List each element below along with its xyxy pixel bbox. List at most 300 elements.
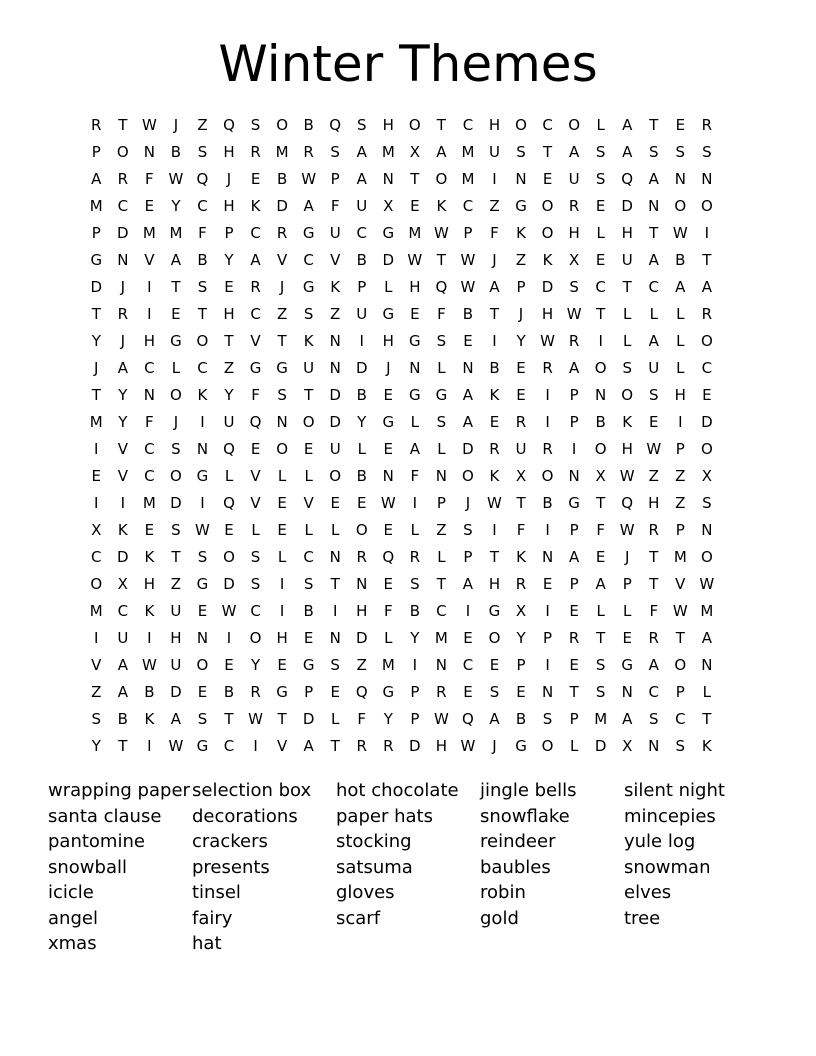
grid-letter: J bbox=[492, 736, 497, 755]
grid-letter: L bbox=[251, 520, 260, 539]
grid-letter: Y bbox=[410, 628, 420, 647]
grid-letter: U bbox=[329, 439, 341, 458]
grid-letter: V bbox=[276, 736, 288, 755]
grid-letter: L bbox=[623, 601, 632, 620]
grid-letter: W bbox=[141, 655, 157, 674]
grid-letter: M bbox=[673, 547, 687, 566]
grid-letter: P bbox=[675, 520, 685, 539]
grid-letter: B bbox=[356, 250, 367, 269]
grid-letter: E bbox=[489, 655, 500, 674]
grid-letter: X bbox=[568, 250, 580, 269]
grid-letter: F bbox=[330, 196, 340, 215]
grid-letter: R bbox=[515, 574, 527, 593]
grid-letter: A bbox=[595, 574, 606, 593]
grid-letter: D bbox=[90, 277, 103, 296]
grid-letter: Q bbox=[382, 547, 395, 566]
grid-letter: J bbox=[173, 412, 179, 431]
grid-letter: S bbox=[516, 142, 526, 161]
grid-letter: M bbox=[381, 655, 395, 674]
grid-letter: P bbox=[410, 682, 420, 701]
grid-letter: A bbox=[622, 142, 633, 161]
grid-letter: C bbox=[250, 601, 261, 620]
grid-letter: V bbox=[117, 466, 128, 485]
grid-letter: G bbox=[196, 574, 209, 593]
grid-letter: N bbox=[541, 547, 554, 566]
grid-letter: D bbox=[409, 736, 421, 755]
grid-letter: G bbox=[409, 331, 421, 350]
grid-letter: X bbox=[515, 601, 527, 620]
grid-letter: M bbox=[594, 709, 608, 728]
grid-letter: P bbox=[410, 709, 420, 728]
grid-letter: Q bbox=[249, 412, 262, 431]
grid-letter: P bbox=[357, 277, 367, 296]
grid-letter: S bbox=[91, 709, 102, 728]
word-list-item: pantomine bbox=[48, 831, 145, 852]
grid-letter: I bbox=[492, 520, 497, 539]
grid-letter: U bbox=[303, 358, 315, 377]
grid-letter: A bbox=[462, 412, 474, 431]
grid-letter: N bbox=[701, 655, 713, 674]
grid-letter: E bbox=[197, 682, 208, 701]
grid-letter: B bbox=[303, 601, 314, 620]
grid-letter: A bbox=[117, 682, 128, 701]
grid-letter: R bbox=[117, 169, 129, 188]
grid-letter: S bbox=[595, 142, 606, 161]
grid-letter: E bbox=[516, 358, 526, 377]
grid-letter: Y bbox=[224, 385, 234, 404]
grid-letter: G bbox=[302, 655, 315, 674]
grid-letter: O bbox=[594, 439, 607, 458]
word-list-item: hat bbox=[192, 933, 222, 954]
grid-letter: D bbox=[382, 250, 395, 269]
grid-letter: H bbox=[223, 142, 235, 161]
grid-letter: R bbox=[436, 682, 447, 701]
word-list-item: silent night bbox=[624, 780, 725, 801]
grid-letter: T bbox=[489, 304, 500, 323]
grid-letter: Y bbox=[118, 412, 128, 431]
word-list bbox=[48, 778, 768, 957]
grid-letter: S bbox=[171, 520, 181, 539]
grid-letter: N bbox=[356, 574, 368, 593]
grid-letter: K bbox=[117, 520, 128, 539]
grid-letter: X bbox=[622, 736, 633, 755]
grid-letter: O bbox=[541, 223, 554, 242]
grid-letter: W bbox=[168, 169, 184, 188]
grid-letter: C bbox=[648, 277, 659, 296]
grid-letter: E bbox=[144, 520, 155, 539]
grid-letter: J bbox=[386, 358, 391, 377]
grid-letter: U bbox=[515, 439, 527, 458]
grid-letter: I bbox=[147, 628, 152, 647]
grid-letter: H bbox=[648, 493, 660, 512]
grid-letter: Z bbox=[675, 466, 686, 485]
grid-letter: H bbox=[276, 628, 288, 647]
grid-letter: C bbox=[144, 466, 155, 485]
grid-letter: A bbox=[489, 277, 500, 296]
grid-letter: G bbox=[276, 358, 288, 377]
grid-letter: I bbox=[94, 628, 99, 647]
grid-letter: K bbox=[250, 196, 261, 215]
grid-letter: B bbox=[595, 412, 606, 431]
grid-letter: D bbox=[329, 412, 341, 431]
word-list-item: jingle bells bbox=[480, 780, 577, 801]
grid-letter: Y bbox=[516, 331, 526, 350]
grid-letter: S bbox=[197, 709, 208, 728]
grid-letter: Z bbox=[223, 358, 235, 377]
grid-letter: E bbox=[463, 682, 473, 701]
grid-letter: O bbox=[408, 115, 421, 134]
grid-letter: B bbox=[356, 466, 367, 485]
grid-letter: G bbox=[515, 736, 527, 755]
grid-letter: C bbox=[675, 709, 686, 728]
grid-letter: X bbox=[117, 574, 128, 593]
grid-letter: A bbox=[409, 439, 420, 458]
grid-letter: L bbox=[331, 709, 340, 728]
grid-letter: T bbox=[410, 169, 420, 188]
grid-letter: G bbox=[409, 385, 421, 404]
grid-letter: K bbox=[542, 250, 553, 269]
grid-letter: W bbox=[195, 520, 210, 539]
grid-letter: T bbox=[702, 709, 712, 728]
grid-letter: T bbox=[277, 331, 287, 350]
grid-letter: N bbox=[462, 358, 474, 377]
grid-letter: V bbox=[117, 439, 128, 458]
grid-letter: Z bbox=[436, 520, 447, 539]
grid-letter: K bbox=[303, 331, 314, 350]
word-list-item: snowman bbox=[624, 856, 711, 878]
grid-letter: W bbox=[619, 520, 635, 539]
grid-letter: C bbox=[462, 115, 474, 134]
grid-letter: N bbox=[595, 385, 607, 404]
word-list-item: icicle bbox=[48, 882, 94, 903]
grid-letter: M bbox=[381, 142, 395, 161]
grid-letter: E bbox=[542, 169, 553, 188]
grid-letter: G bbox=[515, 196, 527, 215]
word-list-item: scarf bbox=[336, 907, 381, 929]
grid-letter: H bbox=[223, 196, 235, 215]
word-list-item: angel bbox=[48, 907, 98, 929]
grid-letter: L bbox=[384, 628, 393, 647]
grid-letter: A bbox=[701, 277, 712, 296]
grid-letter: G bbox=[382, 412, 395, 431]
grid-letter: F bbox=[410, 466, 420, 485]
grid-letter: G bbox=[621, 655, 634, 674]
grid-letter: M bbox=[142, 493, 156, 512]
grid-letter: G bbox=[90, 250, 103, 269]
grid-letter: L bbox=[676, 331, 685, 350]
grid-letter: Y bbox=[91, 331, 101, 350]
grid-letter: C bbox=[648, 682, 659, 701]
grid-letter: H bbox=[356, 601, 368, 620]
grid-letter: V bbox=[144, 250, 155, 269]
grid-letter: B bbox=[409, 601, 420, 620]
grid-letter: X bbox=[383, 196, 394, 215]
grid-letter: V bbox=[330, 250, 341, 269]
grid-letter: E bbox=[224, 655, 234, 674]
word-list-item: baubles bbox=[480, 856, 551, 878]
grid-letter: H bbox=[382, 331, 394, 350]
grid-letter: N bbox=[435, 655, 447, 674]
grid-letter: R bbox=[568, 628, 580, 647]
grid-letter: O bbox=[674, 655, 687, 674]
grid-letter: O bbox=[621, 385, 634, 404]
grid-letter: M bbox=[275, 142, 289, 161]
grid-letter: J bbox=[120, 331, 126, 350]
grid-letter: S bbox=[622, 358, 632, 377]
word-list-item: xmas bbox=[48, 933, 97, 954]
grid-letter: K bbox=[489, 466, 500, 485]
grid-letter: S bbox=[436, 412, 447, 431]
grid-letter: O bbox=[541, 736, 554, 755]
grid-letter: H bbox=[143, 331, 155, 350]
grid-letter: N bbox=[409, 358, 421, 377]
grid-letter: I bbox=[545, 655, 550, 674]
grid-letter: Z bbox=[276, 304, 288, 323]
grid-letter: P bbox=[675, 682, 685, 701]
grid-letter: A bbox=[568, 358, 580, 377]
grid-letter: Y bbox=[383, 709, 393, 728]
grid-letter: I bbox=[545, 412, 550, 431]
grid-letter: T bbox=[596, 304, 606, 323]
grid-letter: V bbox=[675, 574, 686, 593]
grid-letter: Q bbox=[196, 169, 209, 188]
grid-letter: P bbox=[516, 655, 526, 674]
grid-letter: N bbox=[276, 412, 288, 431]
grid-letter: Q bbox=[223, 115, 235, 134]
grid-letter: E bbox=[595, 547, 606, 566]
grid-letter: T bbox=[436, 574, 446, 593]
grid-letter: M bbox=[408, 223, 422, 242]
grid-letter: A bbox=[91, 169, 102, 188]
grid-letter: H bbox=[621, 439, 633, 458]
grid-letter: D bbox=[701, 412, 713, 431]
grid-letter: C bbox=[144, 358, 155, 377]
grid-letter: P bbox=[91, 223, 101, 242]
grid-letter: N bbox=[329, 628, 341, 647]
grid-letter: O bbox=[302, 412, 315, 431]
grid-letter: T bbox=[197, 304, 208, 323]
grid-letter: X bbox=[515, 466, 527, 485]
grid-letter: P bbox=[569, 412, 579, 431]
grid-letter: X bbox=[701, 466, 712, 485]
grid-letter: I bbox=[200, 412, 205, 431]
grid-letter: O bbox=[462, 466, 474, 485]
grid-letter: S bbox=[648, 142, 659, 161]
grid-letter: Z bbox=[515, 250, 527, 269]
grid-letter: D bbox=[329, 385, 341, 404]
grid-letter: O bbox=[700, 196, 713, 215]
grid-letter: Y bbox=[250, 655, 261, 674]
grid-letter: E bbox=[224, 277, 234, 296]
grid-letter: E bbox=[463, 628, 473, 647]
grid-letter: K bbox=[436, 196, 447, 215]
grid-letter: S bbox=[648, 385, 659, 404]
grid-letter: S bbox=[595, 655, 606, 674]
grid-letter: F bbox=[251, 385, 260, 404]
grid-letter: E bbox=[489, 412, 500, 431]
grid-letter: W bbox=[672, 223, 688, 242]
grid-letter: Z bbox=[197, 115, 208, 134]
grid-letter: S bbox=[250, 547, 261, 566]
grid-letter: N bbox=[329, 358, 341, 377]
grid-letter: Y bbox=[118, 385, 128, 404]
grid-letter: L bbox=[676, 304, 685, 323]
grid-letter: E bbox=[463, 331, 473, 350]
grid-letter: W bbox=[168, 736, 184, 755]
grid-letter: E bbox=[250, 439, 261, 458]
grid-letter: H bbox=[382, 115, 394, 134]
grid-letter: C bbox=[117, 196, 129, 215]
word-list-item: crackers bbox=[192, 831, 268, 852]
grid-letter: V bbox=[91, 655, 102, 674]
grid-letter: C bbox=[250, 223, 261, 242]
grid-letter: A bbox=[648, 655, 659, 674]
grid-letter: J bbox=[173, 115, 179, 134]
grid-letter: N bbox=[329, 547, 341, 566]
grid-letter: D bbox=[355, 628, 368, 647]
word-list-item: gloves bbox=[336, 882, 395, 903]
grid-letter: C bbox=[117, 601, 129, 620]
grid-letter: Y bbox=[357, 412, 367, 431]
grid-letter: S bbox=[410, 574, 420, 593]
word-list-item: hot chocolate bbox=[336, 780, 459, 801]
grid-letter: I bbox=[704, 223, 710, 242]
grid-letter: O bbox=[276, 439, 288, 458]
grid-letter: T bbox=[649, 115, 659, 134]
grid-letter: K bbox=[144, 547, 155, 566]
grid-letter: N bbox=[382, 169, 394, 188]
grid-letter: H bbox=[435, 736, 448, 755]
grid-letter: W bbox=[248, 709, 263, 728]
grid-letter: D bbox=[594, 736, 607, 755]
grid-letter: R bbox=[250, 277, 261, 296]
grid-letter: I bbox=[94, 493, 99, 512]
grid-letter: I bbox=[279, 574, 285, 593]
grid-letter: D bbox=[276, 196, 288, 215]
grid-letter: R bbox=[383, 736, 394, 755]
grid-letter: O bbox=[170, 466, 182, 485]
grid-letter: N bbox=[382, 466, 394, 485]
grid-letter: W bbox=[460, 250, 476, 269]
grid-letter: P bbox=[543, 628, 553, 647]
grid-letter: V bbox=[276, 250, 288, 269]
grid-letter: E bbox=[516, 682, 526, 701]
grid-letter: Z bbox=[170, 574, 182, 593]
grid-letter: B bbox=[515, 709, 527, 728]
grid-letter: B bbox=[675, 250, 686, 269]
grid-letter: A bbox=[117, 655, 128, 674]
grid-letter: L bbox=[304, 466, 313, 485]
grid-letter: E bbox=[330, 493, 340, 512]
word-list-item: paper hats bbox=[336, 805, 433, 827]
grid-letter: N bbox=[196, 439, 209, 458]
grid-letter: T bbox=[436, 250, 446, 269]
grid-letter: O bbox=[541, 196, 554, 215]
grid-letter: F bbox=[596, 520, 605, 539]
grid-letter: C bbox=[197, 196, 208, 215]
grid-letter: O bbox=[170, 385, 182, 404]
grid-letter: W bbox=[141, 115, 157, 134]
grid-letter: E bbox=[383, 385, 394, 404]
grid-letter: C bbox=[223, 736, 235, 755]
grid-letter: Z bbox=[91, 682, 102, 701]
grid-letter: O bbox=[355, 520, 368, 539]
grid-letter: B bbox=[303, 115, 314, 134]
word-list-item: yule log bbox=[624, 831, 696, 852]
grid-letter: G bbox=[249, 358, 262, 377]
grid-letter: O bbox=[488, 628, 501, 647]
grid-letter: U bbox=[329, 223, 341, 242]
grid-letter: H bbox=[621, 223, 633, 242]
grid-letter: F bbox=[649, 601, 659, 620]
grid-letter: F bbox=[490, 223, 499, 242]
grid-letter: W bbox=[221, 601, 237, 620]
grid-letter: I bbox=[253, 736, 258, 755]
grid-letter: H bbox=[409, 277, 421, 296]
grid-letter: A bbox=[648, 250, 659, 269]
grid-letter: U bbox=[223, 412, 235, 431]
grid-letter: R bbox=[91, 115, 102, 134]
grid-letter: C bbox=[303, 547, 314, 566]
grid-letter: W bbox=[433, 709, 449, 728]
grid-letter: A bbox=[622, 115, 633, 134]
grid-letter: L bbox=[357, 439, 366, 458]
grid-letter: S bbox=[303, 304, 314, 323]
grid-letter: W bbox=[699, 574, 715, 593]
grid-letter: L bbox=[596, 223, 605, 242]
grid-letter: M bbox=[89, 412, 103, 431]
grid-letter: J bbox=[279, 277, 285, 296]
grid-letter: T bbox=[596, 628, 606, 647]
grid-letter: H bbox=[488, 115, 501, 134]
grid-letter: S bbox=[197, 142, 208, 161]
grid-letter: A bbox=[117, 358, 128, 377]
grid-letter: H bbox=[143, 574, 155, 593]
grid-letter: A bbox=[648, 331, 659, 350]
grid-letter: I bbox=[545, 601, 550, 620]
grid-letter: L bbox=[277, 547, 287, 566]
grid-letter: T bbox=[649, 574, 659, 593]
grid-letter: R bbox=[250, 142, 261, 161]
grid-letter: Q bbox=[329, 115, 342, 134]
grid-letter: I bbox=[279, 601, 285, 620]
grid-letter: L bbox=[437, 547, 446, 566]
grid-letter: L bbox=[410, 520, 420, 539]
grid-letter: E bbox=[569, 601, 579, 620]
grid-letter: A bbox=[250, 250, 261, 269]
grid-letter: W bbox=[301, 169, 317, 188]
word-list-item: selection box bbox=[192, 780, 312, 801]
grid-letter: S bbox=[197, 547, 208, 566]
grid-letter: Z bbox=[648, 466, 659, 485]
grid-letter: U bbox=[568, 169, 580, 188]
grid-letter: C bbox=[356, 223, 367, 242]
grid-letter: O bbox=[700, 547, 713, 566]
grid-letter: E bbox=[595, 196, 606, 215]
grid-letter: Y bbox=[91, 736, 101, 755]
grid-letter: D bbox=[541, 277, 554, 296]
grid-letter: Y bbox=[171, 196, 181, 215]
grid-letter: L bbox=[676, 358, 685, 377]
grid-letter: C bbox=[250, 304, 261, 323]
word-list-item: satsuma bbox=[336, 856, 413, 878]
grid-letter: I bbox=[492, 169, 497, 188]
grid-letter: E bbox=[516, 385, 526, 404]
grid-letter: X bbox=[91, 520, 102, 539]
grid-letter: F bbox=[198, 223, 207, 242]
grid-letter: U bbox=[170, 601, 182, 620]
grid-letter: W bbox=[619, 466, 635, 485]
